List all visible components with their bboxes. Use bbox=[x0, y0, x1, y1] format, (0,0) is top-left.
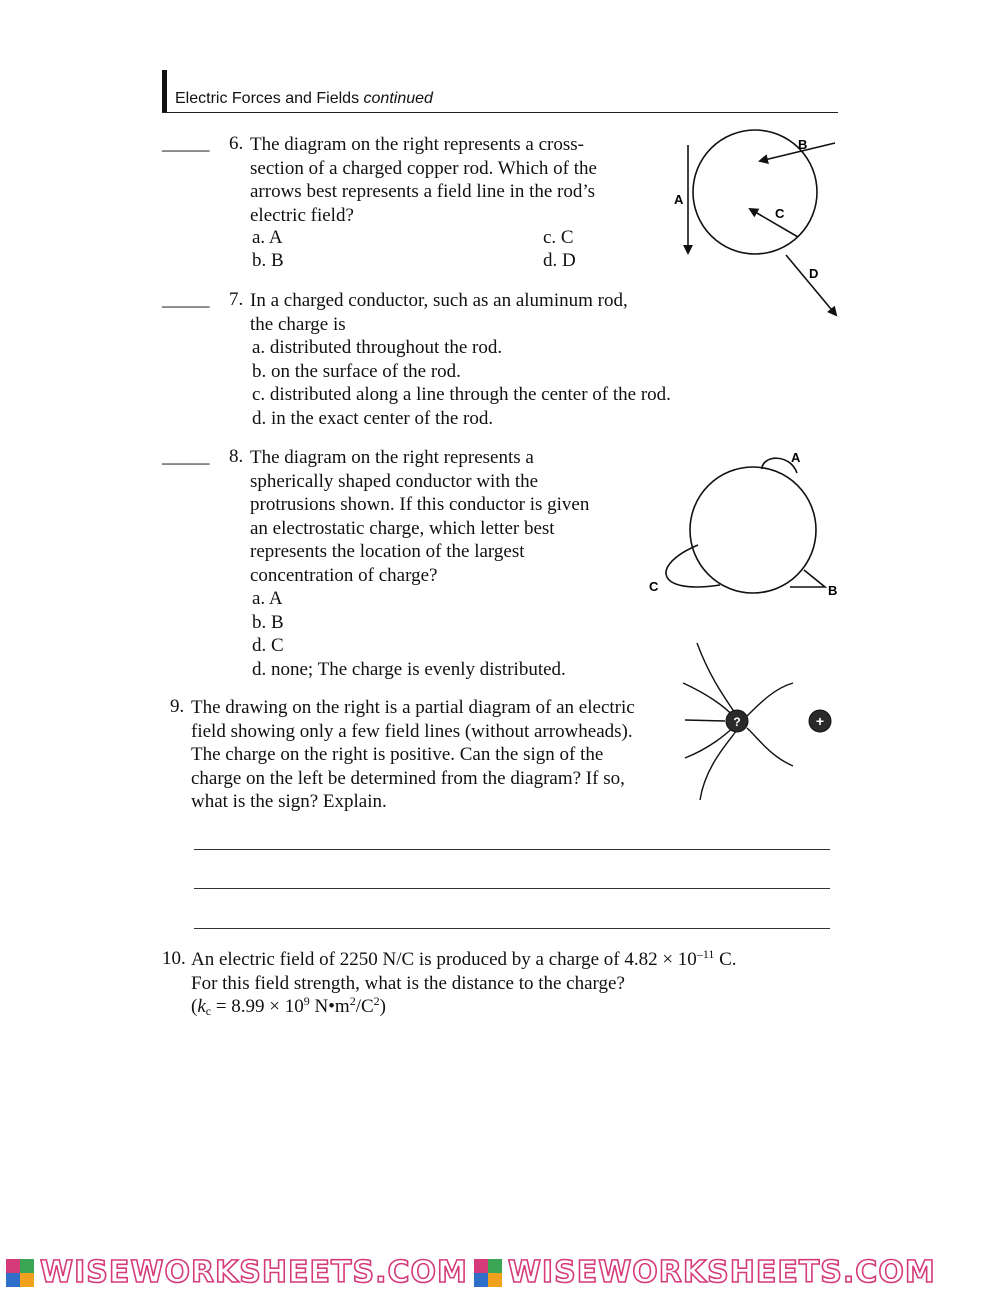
q6-option-d: d. D bbox=[543, 250, 576, 271]
q8-options bbox=[252, 587, 566, 681]
watermark-text: WISEWORKSHEETS.COM bbox=[507, 1255, 936, 1290]
header-title-suffix: continued bbox=[363, 90, 433, 107]
question-10-line-2: For this field strength, what is the distance to the charge? bbox=[191, 972, 625, 994]
arrow-d bbox=[786, 255, 836, 315]
k-close: ) bbox=[379, 996, 386, 1017]
k-open: ( bbox=[191, 996, 198, 1017]
q10-line1-pre: An electric field of 2250 N/C is produced by a charge of 4.82 × 10 bbox=[191, 949, 697, 970]
q8-option: d. none; The charge is evenly distributed. bbox=[252, 658, 566, 680]
label-c: C bbox=[649, 579, 659, 594]
question-6-line: The diagram on the right represents a cross- bbox=[250, 134, 584, 155]
q10-line1-post: C. bbox=[714, 949, 737, 970]
header-title: Electric Forces and Fields bbox=[175, 90, 360, 107]
k-symbol: k bbox=[197, 996, 206, 1017]
label-a: A bbox=[791, 450, 801, 465]
answer-line[interactable] bbox=[194, 928, 830, 929]
spherical-conductor-diagram bbox=[640, 445, 840, 605]
question-6-line: section of a charged copper rod. Which of the bbox=[250, 157, 597, 179]
left-charge-label: ? bbox=[733, 715, 741, 729]
q7-option: a. distributed throughout the rod. bbox=[252, 337, 503, 358]
q7-options bbox=[252, 336, 671, 430]
answer-blank-q8[interactable]: _____ bbox=[162, 446, 210, 467]
q6-option-c: c. C bbox=[543, 227, 574, 248]
wiseworksheets-logo-icon bbox=[6, 1259, 34, 1287]
k-unit-exponent-2: 2 bbox=[373, 994, 380, 1008]
sphere bbox=[690, 467, 816, 593]
coulomb-constant bbox=[191, 995, 737, 1019]
question-9-line: The charge on the right is positive. Can the sign of the bbox=[191, 744, 604, 765]
question-9-line: charge on the left be determined from the diagram? If so, bbox=[191, 767, 625, 789]
protrusion-b bbox=[790, 570, 825, 587]
question-10-text bbox=[191, 948, 737, 1019]
q8-option: a. A bbox=[252, 588, 283, 609]
question-6-text bbox=[250, 133, 597, 227]
question-7-line: the charge is bbox=[250, 313, 346, 335]
watermark-text: WISEWORKSHEETS.COM bbox=[40, 1255, 468, 1290]
page-header bbox=[175, 90, 433, 108]
q8-option: b. B bbox=[252, 611, 284, 633]
watermark-footer bbox=[0, 1254, 1000, 1291]
question-number-9: 9. bbox=[170, 696, 185, 717]
q8-option: d. C bbox=[252, 635, 284, 656]
question-8-line: represents the location of the largest bbox=[250, 541, 525, 562]
q10-exponent: –11 bbox=[696, 947, 715, 961]
question-number-6: 6. bbox=[229, 133, 244, 154]
label-b: B bbox=[798, 137, 808, 152]
field-line bbox=[700, 730, 737, 800]
k-unit: N•m bbox=[309, 996, 350, 1017]
label-b: B bbox=[828, 583, 838, 598]
q6-option-b: b. B bbox=[252, 250, 284, 271]
question-10-line-1 bbox=[191, 948, 737, 972]
label-a: A bbox=[674, 192, 684, 207]
answer-blank-q7[interactable]: _____ bbox=[162, 289, 210, 310]
copper-rod-diagram bbox=[660, 125, 845, 325]
field-line bbox=[685, 720, 725, 721]
question-8-line: The diagram on the right represents a bbox=[250, 447, 534, 468]
question-9-text bbox=[191, 696, 635, 814]
field-line bbox=[747, 683, 793, 716]
question-9-line: what is the sign? Explain. bbox=[191, 791, 387, 812]
question-8-line: concentration of charge? bbox=[250, 564, 438, 586]
field-line-diagram bbox=[675, 638, 845, 803]
question-6-line: arrows best represents a field line in the rod’s bbox=[250, 181, 596, 202]
answer-line[interactable] bbox=[194, 888, 830, 889]
k-unit-2: /C bbox=[355, 996, 374, 1017]
wiseworksheets-logo-icon bbox=[474, 1259, 502, 1287]
question-8-line: spherically shaped conductor with the bbox=[250, 470, 539, 492]
question-7-text bbox=[250, 289, 628, 336]
question-8-line: protrusions shown. If this conductor is given bbox=[250, 494, 590, 515]
right-charge-label: + bbox=[815, 713, 825, 729]
arrow-c bbox=[750, 209, 798, 237]
header-bar bbox=[162, 70, 167, 113]
k-unit-exponent: 2 bbox=[349, 994, 356, 1008]
answer-blank-q6[interactable]: _____ bbox=[162, 133, 210, 154]
answer-line[interactable] bbox=[194, 849, 830, 850]
k-exponent: 9 bbox=[303, 994, 310, 1008]
q6-option-a: a. A bbox=[252, 227, 283, 248]
question-9-line: field showing only a few field lines (without arrowheads). bbox=[191, 720, 633, 742]
question-9-line: The drawing on the right is a partial diagram of an electric bbox=[191, 697, 635, 718]
question-number-8: 8. bbox=[229, 446, 244, 467]
question-number-10: 10. bbox=[162, 948, 186, 969]
question-8-line: an electrostatic charge, which letter best bbox=[250, 517, 555, 539]
k-subscript: c bbox=[205, 1004, 212, 1018]
q7-option: c. distributed along a line through the center of the rod. bbox=[252, 384, 671, 405]
label-d: D bbox=[809, 266, 819, 281]
field-line bbox=[697, 643, 737, 716]
header-rule bbox=[162, 112, 838, 113]
k-value: = 8.99 × 10 bbox=[211, 996, 304, 1017]
question-8-text bbox=[250, 446, 589, 587]
question-6-line: electric field? bbox=[250, 204, 354, 226]
q7-option: d. in the exact center of the rod. bbox=[252, 407, 494, 429]
field-line bbox=[747, 728, 793, 766]
label-c: C bbox=[775, 206, 785, 221]
question-7-line: In a charged conductor, such as an aluminum rod, bbox=[250, 290, 628, 311]
q7-option: b. on the surface of the rod. bbox=[252, 360, 461, 382]
question-number-7: 7. bbox=[229, 289, 244, 310]
